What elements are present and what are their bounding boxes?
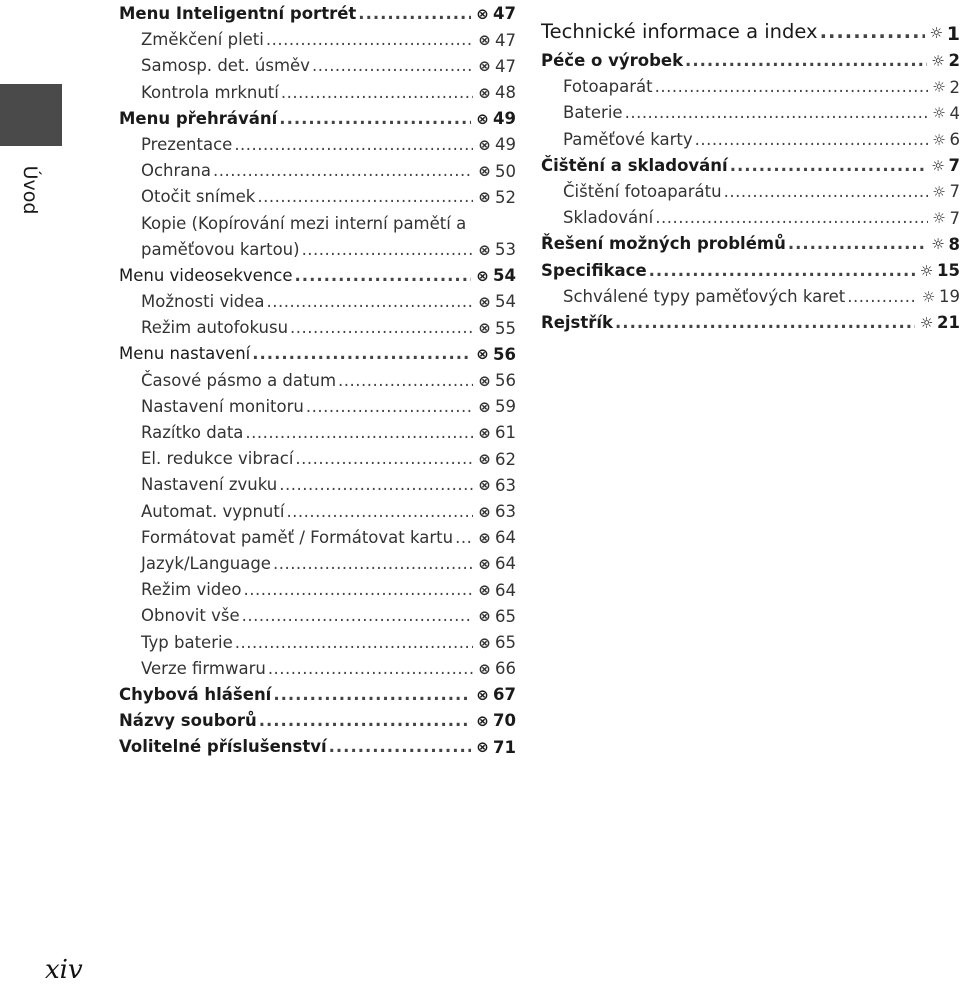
toc-entry-title: Čištění a skladování (541, 153, 728, 179)
page-reference-number: 66 (495, 656, 516, 682)
page-reference-number: 7 (950, 206, 960, 232)
page-reference (475, 54, 516, 80)
reference-section-icon: ⊗ (473, 688, 492, 703)
reference-section-icon: ⊗ (475, 243, 494, 258)
page-reference (473, 735, 516, 761)
page-number: xiv (45, 955, 83, 985)
page-reference (917, 258, 960, 284)
page-reference (475, 656, 516, 682)
technical-notes-icon: ☼ (917, 316, 936, 331)
page-reference (930, 75, 960, 101)
toc-entry-title: Formátovat paměť / Formátovat kartu (141, 525, 453, 551)
page-reference (930, 101, 960, 127)
toc-entry[interactable] (119, 211, 516, 237)
reference-section-icon: ⊗ (475, 138, 494, 153)
toc-entry[interactable] (541, 100, 960, 126)
page-reference (473, 263, 516, 289)
toc-entry-title: Menu Inteligentní portrét (119, 1, 356, 27)
dot-leader (730, 153, 927, 179)
technical-notes-icon: ☼ (930, 185, 949, 200)
page-reference-number: 63 (495, 499, 516, 525)
toc-entry[interactable] (119, 630, 516, 656)
reference-section-icon: ⊗ (475, 374, 494, 389)
toc-entry-title: Jazyk/Language (141, 551, 271, 577)
page-reference (475, 289, 516, 315)
dot-leader (649, 258, 915, 284)
toc-entry-title: El. redukce vibrací (141, 446, 293, 472)
reference-section-icon: ⊗ (475, 609, 494, 624)
dot-leader (273, 682, 471, 708)
toc-entry[interactable] (119, 420, 516, 446)
reference-section-icon: ⊗ (473, 112, 492, 127)
page-reference-number: 6 (950, 127, 960, 153)
page-reference (475, 185, 516, 211)
page-reference (473, 1, 516, 27)
toc-entry[interactable] (541, 284, 960, 310)
page-reference-number: 61 (495, 420, 516, 446)
dot-leader (455, 525, 473, 551)
toc-entry[interactable] (119, 734, 516, 760)
page-reference (930, 127, 960, 153)
reference-section-icon: ⊗ (475, 662, 494, 677)
dot-leader (820, 16, 925, 48)
page-reference-number: 7 (949, 153, 960, 179)
technical-notes-icon: ☼ (919, 290, 938, 305)
toc-entry[interactable] (541, 153, 960, 179)
technical-notes-icon: ☼ (930, 133, 949, 148)
dot-leader (655, 205, 927, 231)
toc-entry-title: Nastavení monitoru (141, 394, 304, 420)
toc-entry-title: Menu videosekvence (119, 263, 293, 289)
page-reference-number: 56 (493, 342, 516, 368)
page-reference-number: 62 (495, 447, 516, 473)
dot-leader (281, 80, 473, 106)
page-reference-number: 7 (950, 179, 960, 205)
page-reference-number: 52 (495, 185, 516, 211)
page-reference-number: 63 (495, 473, 516, 499)
toc-entry[interactable] (541, 127, 960, 153)
dot-leader (273, 551, 473, 577)
toc-entry[interactable] (119, 603, 516, 629)
toc-entry[interactable] (119, 263, 516, 289)
reference-section-icon: ⊗ (475, 452, 494, 467)
dot-leader (242, 603, 473, 629)
dot-leader (259, 708, 471, 734)
page-reference-number: 71 (493, 735, 516, 761)
page-reference (930, 206, 960, 232)
technical-notes-icon: ☼ (930, 106, 949, 121)
toc-entry-title: Prezentace (141, 132, 232, 158)
section-tab-label: Úvod (19, 166, 41, 215)
toc-entry-title: Režim video (141, 577, 242, 603)
dot-leader (625, 100, 928, 126)
page-reference (475, 132, 516, 158)
page-reference-number: 21 (937, 310, 960, 336)
toc-entry[interactable] (119, 237, 516, 263)
page-reference-number: 2 (950, 75, 960, 101)
toc-entry-title: Obnovit vše (141, 603, 240, 629)
technical-notes-icon: ☼ (927, 26, 946, 41)
toc-entry[interactable] (541, 310, 960, 336)
toc-entry[interactable] (119, 80, 516, 106)
page-reference-number: 47 (495, 54, 516, 80)
toc-entry-title: Změkčení pleti (141, 27, 264, 53)
page-reference (475, 316, 516, 342)
page-reference (475, 447, 516, 473)
dot-leader (257, 184, 473, 210)
dot-leader (615, 310, 915, 336)
reference-section-icon: ⊗ (473, 714, 492, 729)
toc-entry-title: Volitelné příslušenství (119, 734, 327, 760)
page-reference (475, 499, 516, 525)
page-reference-number: 48 (495, 80, 516, 106)
reference-section-icon: ⊗ (475, 190, 494, 205)
toc-entry-title: Režim autofokusu (141, 315, 288, 341)
page-reference (475, 420, 516, 446)
toc-entry[interactable] (541, 48, 960, 74)
dot-leader (279, 106, 471, 132)
dot-leader (268, 656, 473, 682)
technical-notes-icon: ☼ (929, 159, 948, 174)
toc-entry[interactable] (541, 258, 960, 284)
toc-entry-title: Možnosti videa (141, 289, 265, 315)
toc-right-column (541, 0, 960, 336)
dot-leader (788, 231, 927, 257)
toc-entry-title: Menu nastavení (119, 341, 250, 367)
page-reference-number: 67 (493, 682, 516, 708)
toc-entry-title: Razítko data (141, 420, 243, 446)
dot-leader (338, 368, 473, 394)
page-reference-number: 19 (939, 284, 960, 310)
page-reference-number: 53 (495, 237, 516, 263)
dot-leader (213, 158, 473, 184)
technical-notes-icon: ☼ (917, 264, 936, 279)
technical-notes-icon: ☼ (930, 80, 949, 95)
page-reference-number: 54 (493, 263, 516, 289)
page-reference (927, 18, 960, 49)
dot-leader (329, 734, 471, 760)
technical-notes-icon: ☼ (929, 54, 948, 69)
page-reference (917, 310, 960, 336)
toc-entry[interactable] (119, 315, 516, 341)
section-tab-marker (0, 84, 62, 146)
toc-entry[interactable] (119, 368, 516, 394)
reference-section-icon: ⊗ (475, 426, 494, 441)
toc-entry-title: Názvy souborů (119, 708, 257, 734)
page-reference-number: 15 (937, 258, 960, 284)
page-reference (475, 630, 516, 656)
toc-entry-title: Ochrana (141, 158, 211, 184)
reference-section-icon: ⊗ (475, 59, 494, 74)
toc-entry-title: paměťovou kartou) (141, 237, 300, 263)
toc-entry-title: Rejstřík (541, 310, 613, 336)
dot-leader (267, 289, 473, 315)
toc-entry[interactable] (541, 231, 960, 257)
dot-leader (655, 74, 928, 100)
page-reference-number: 59 (495, 394, 516, 420)
page-reference (475, 394, 516, 420)
toc-entry-title: Paměťové karty (563, 127, 693, 153)
dot-leader (295, 446, 473, 472)
dot-leader (286, 499, 473, 525)
reference-section-icon: ⊗ (475, 531, 494, 546)
toc-entry-title: Verze firmwaru (141, 656, 266, 682)
dot-leader (724, 179, 928, 205)
reference-section-icon: ⊗ (475, 505, 494, 520)
page-reference (929, 153, 960, 179)
toc-entry[interactable] (119, 551, 516, 577)
dot-leader (302, 237, 473, 263)
page-reference-number: 64 (495, 551, 516, 577)
toc-entry-title: Schválené typy paměťových karet (563, 284, 845, 310)
page-reference-number: 56 (495, 368, 516, 394)
page-reference-number: 65 (495, 604, 516, 630)
toc-entry-title: Typ baterie (141, 630, 233, 656)
toc-entry-title: Automat. vypnutí (141, 499, 284, 525)
reference-section-icon: ⊗ (475, 557, 494, 572)
toc-entry[interactable] (119, 106, 516, 132)
toc-entry[interactable] (541, 179, 960, 205)
reference-section-icon: ⊗ (475, 295, 494, 310)
toc-entry-title: Kopie (Kopírování mezi interní pamětí a (141, 211, 466, 237)
page-reference-number: 2 (949, 48, 960, 74)
toc-entry[interactable] (119, 656, 516, 682)
dot-leader (235, 630, 473, 656)
dot-leader (358, 1, 471, 27)
page-reference (929, 232, 960, 258)
toc-entry[interactable] (119, 184, 516, 210)
reference-section-icon: ⊗ (473, 740, 492, 755)
page-reference (475, 473, 516, 499)
toc-entry-title: Baterie (563, 100, 623, 126)
page-reference-number: 47 (493, 1, 516, 27)
reference-section-icon: ⊗ (475, 33, 494, 48)
toc-left-column (119, 0, 516, 760)
toc-entry[interactable] (119, 682, 516, 708)
toc-entry-title: Časové pásmo a datum (141, 368, 336, 394)
technical-notes-icon: ☼ (929, 237, 948, 252)
toc-entry[interactable] (119, 132, 516, 158)
dot-leader (245, 420, 473, 446)
page-reference (473, 106, 516, 132)
toc-entry-title: Fotoaparát (563, 74, 653, 100)
toc-entry-title: Kontrola mrknutí (141, 80, 279, 106)
toc-entry-title: Menu přehrávání (119, 106, 277, 132)
reference-section-icon: ⊗ (473, 7, 492, 22)
toc-entry-title: Řešení možných problémů (541, 231, 786, 257)
dot-leader (290, 315, 473, 341)
dot-leader (295, 263, 472, 289)
reference-section-icon: ⊗ (475, 636, 494, 651)
page-reference (475, 525, 516, 551)
toc-entry[interactable] (119, 446, 516, 472)
reference-section-icon: ⊗ (475, 478, 494, 493)
page-reference-number: 50 (495, 159, 516, 185)
page-reference (473, 342, 516, 368)
dot-leader (685, 48, 926, 74)
technical-notes-icon: ☼ (930, 211, 949, 226)
page-reference (475, 28, 516, 54)
reference-section-icon: ⊗ (475, 583, 494, 598)
page-reference-number: 47 (495, 28, 516, 54)
dot-leader (847, 284, 917, 310)
toc-entry-title: Specifikace (541, 258, 647, 284)
page-reference-number: 1 (947, 18, 960, 49)
page-reference (475, 578, 516, 604)
toc-entry-title: Skladování (563, 205, 653, 231)
toc-entry-title: Samosp. det. úsměv (141, 53, 310, 79)
toc-entry[interactable] (119, 1, 516, 27)
toc-entry-title: Péče o výrobek (541, 48, 683, 74)
toc-entry[interactable] (119, 499, 516, 525)
dot-leader (279, 472, 473, 498)
dot-leader (306, 394, 473, 420)
page-reference (930, 179, 960, 205)
toc-entry[interactable] (119, 394, 516, 420)
page-reference (475, 159, 516, 185)
page-reference-number: 49 (495, 132, 516, 158)
page-reference (475, 237, 516, 263)
dot-leader (312, 53, 473, 79)
dot-leader (695, 127, 928, 153)
toc-entry[interactable] (119, 525, 516, 551)
toc-entry[interactable] (541, 205, 960, 231)
toc-entry-title: Otočit snímek (141, 184, 255, 210)
toc-entry-title: Nastavení zvuku (141, 472, 277, 498)
toc-entry[interactable] (119, 158, 516, 184)
page-reference-number: 64 (495, 578, 516, 604)
toc-entry-title: Technické informace a index (541, 16, 818, 48)
page-reference-number: 55 (495, 316, 516, 342)
toc-entry[interactable] (119, 577, 516, 603)
reference-section-icon: ⊗ (475, 321, 494, 336)
reference-section-icon: ⊗ (475, 400, 494, 415)
reference-section-icon: ⊗ (473, 347, 492, 362)
reference-section-icon: ⊗ (475, 86, 494, 101)
page-reference-number: 65 (495, 630, 516, 656)
page-reference-number: 4 (950, 101, 960, 127)
page-reference-number: 64 (495, 525, 516, 551)
reference-section-icon: ⊗ (473, 269, 492, 284)
dot-leader (266, 27, 473, 53)
toc-entry[interactable] (119, 472, 516, 498)
toc-entry[interactable] (119, 289, 516, 315)
dot-leader (252, 341, 471, 367)
page-reference (919, 284, 960, 310)
page-reference-number: 54 (495, 289, 516, 315)
toc-entry[interactable] (119, 708, 516, 734)
page-reference (475, 80, 516, 106)
toc-entry[interactable] (119, 27, 516, 53)
page-reference (475, 368, 516, 394)
dot-leader (244, 577, 473, 603)
toc-entry-title: Chybová hlášení (119, 682, 271, 708)
toc-entry-title: Čištění fotoaparátu (563, 179, 722, 205)
page-reference-number: 49 (493, 106, 516, 132)
toc-entry[interactable] (541, 74, 960, 100)
page-reference (473, 708, 516, 734)
page-reference (473, 682, 516, 708)
page-reference (475, 604, 516, 630)
page-reference-number: 8 (949, 232, 960, 258)
toc-entry[interactable] (541, 16, 960, 48)
reference-section-icon: ⊗ (475, 164, 494, 179)
page-reference (475, 551, 516, 577)
toc-entry[interactable] (119, 341, 516, 367)
page-reference-number: 70 (493, 708, 516, 734)
dot-leader (234, 132, 473, 158)
toc-entry[interactable] (119, 53, 516, 79)
page-reference (929, 48, 960, 74)
